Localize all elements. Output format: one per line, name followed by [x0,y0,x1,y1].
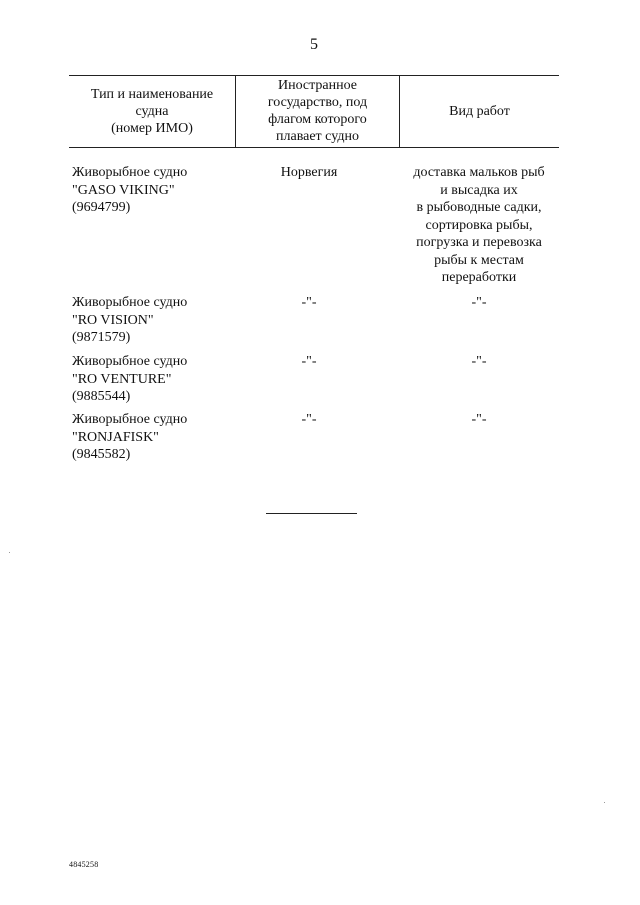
ship-cell [72,353,242,406]
ship-name: "RONJAFISK" [72,429,159,445]
header-line: плавает судно [276,129,359,144]
ship-cell [72,294,242,347]
flag-state-cell: -"- [301,412,317,427]
header-line: Иностранное [277,78,358,93]
work-line: рыбы к местам [434,252,524,268]
ship-type: Живорыбное судно [72,354,188,369]
header-line: государство, под [267,95,368,110]
work-cell [399,164,559,287]
ship-imo: (9871579) [72,330,131,345]
ship-imo: (9845582) [72,447,131,462]
ship-imo: (9694799) [72,200,131,215]
work-cell [399,353,559,371]
ship-cell [72,411,242,464]
header-line: (номер ИМО) [111,120,193,136]
header-line: Тип и наименование [90,86,214,102]
header-ship-type [69,76,235,146]
scan-speck [9,552,10,553]
work-line: доставка мальков рыб [413,165,545,180]
work-cell [399,294,559,312]
work-line: -"- [471,412,487,427]
header-line: судна [135,103,169,119]
work-line: и высадка их [440,182,518,198]
work-line: погрузка и перевозка [416,235,542,250]
header-line: Вид работ [449,103,510,119]
header-flag-state [236,76,399,146]
end-of-document-rule [266,513,357,514]
ship-type: Живорыбное судно [72,295,188,310]
work-cell [399,411,559,429]
document-code: 4845258 [69,860,99,869]
ship-imo: (9885544) [72,389,131,404]
ship-name: "RO VISION" [72,312,154,328]
header-line: флагом которого [268,112,367,127]
ship-name: "RO VENTURE" [72,371,172,387]
table-header-rule [69,147,559,148]
header-work-type [400,76,559,146]
work-line: в рыбоводные садки, [416,200,542,215]
flag-state-cell: -"- [301,354,317,369]
ship-type: Живорыбное судно [72,165,188,180]
ship-name: "GASO VIKING" [72,182,175,198]
ship-cell [72,164,242,217]
work-line: переработки [441,270,517,285]
work-line: -"- [471,295,487,310]
scan-speck [604,802,605,803]
page-number: 5 [310,36,318,53]
work-line: -"- [471,354,487,369]
work-line: сортировка рыбы, [425,217,533,233]
flag-state-cell: -"- [301,295,317,310]
flag-state-cell: Норвегия [280,165,338,180]
ship-type: Живорыбное судно [72,412,188,427]
